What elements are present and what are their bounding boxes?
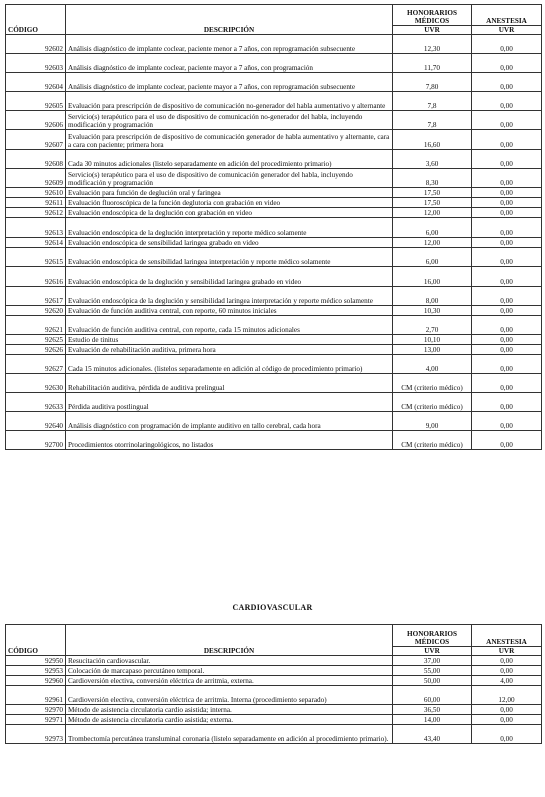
description-cell: Análisis diagnóstico con programación de implante auditivo en tallo cerebral, cada hora <box>66 412 393 431</box>
uvr-cell: 10,10 <box>393 335 472 345</box>
uvr-cell: CM (criterio médico) <box>393 393 472 412</box>
table-row <box>6 686 542 705</box>
table-row <box>6 198 542 208</box>
anesthesia-cell: 0,00 <box>472 345 542 355</box>
anesthesia-cell: 0,00 <box>472 54 542 73</box>
uvr-cell: 9,00 <box>393 412 472 431</box>
anesthesia-cell: 0,00 <box>472 666 542 676</box>
uvr-cell: CM (criterio médico) <box>393 374 472 393</box>
anesthesia-cell: 0,00 <box>472 111 542 130</box>
description-cell: Evaluación para función de deglución oral y faringea <box>66 188 393 198</box>
table-row <box>6 666 542 676</box>
anesthesia-cell: 0,00 <box>472 393 542 412</box>
code-cell: 92615 <box>6 248 66 267</box>
code-cell: 92602 <box>6 35 66 54</box>
code-cell: 92610 <box>6 188 66 198</box>
anesthesia-cell: 0,00 <box>472 188 542 198</box>
code-cell: 92616 <box>6 267 66 287</box>
header-uvr: UVR <box>393 647 472 656</box>
code-cell: 92640 <box>6 412 66 431</box>
description-cell: Procedimientos otorrinolaringológicos, no listados <box>66 431 393 450</box>
uvr-cell: 12,00 <box>393 208 472 218</box>
header-honorarios: HONORARIOS MÉDICOS <box>393 625 472 647</box>
header-honorarios: HONORARIOS MÉDICOS <box>393 5 472 26</box>
code-cell: 92603 <box>6 54 66 73</box>
header-uvr: UVR <box>472 26 542 35</box>
table-row <box>6 130 542 150</box>
table-row <box>6 248 542 267</box>
anesthesia-cell: 0,00 <box>472 248 542 267</box>
uvr-cell: 12,00 <box>393 238 472 248</box>
table-row <box>6 725 542 744</box>
code-cell: 92960 <box>6 676 66 686</box>
uvr-cell: 2,70 <box>393 316 472 335</box>
description-cell: Servicio(s) terapéutico para el uso de dispositivo de comunicación generador del habla, incluyendo modificación y programación <box>66 169 393 188</box>
code-cell: 92621 <box>6 316 66 335</box>
section-title-cardiovascular: CARDIOVASCULAR <box>232 603 313 612</box>
uvr-cell: CM (criterio médico) <box>393 431 472 450</box>
code-cell: 92605 <box>6 92 66 111</box>
table-row <box>6 188 542 198</box>
table-row <box>6 169 542 188</box>
description-cell: Evaluación endoscópica de la deglución y sensibilidad laringea interpretación y reporte médico solamente <box>66 287 393 306</box>
uvr-cell: 36,50 <box>393 705 472 715</box>
uvr-cell: 4,00 <box>393 355 472 374</box>
uvr-cell: 14,00 <box>393 715 472 725</box>
header-descripcion: DESCRIPCIÓN <box>66 625 393 656</box>
uvr-cell: 17,50 <box>393 198 472 208</box>
description-cell: Colocación de marcapaso percutáneo temporal. <box>66 666 393 676</box>
anesthesia-cell: 0,00 <box>472 267 542 287</box>
code-cell: 92613 <box>6 218 66 238</box>
anesthesia-cell: 0,00 <box>472 130 542 150</box>
anesthesia-cell: 4,00 <box>472 676 542 686</box>
anesthesia-cell: 0,00 <box>472 218 542 238</box>
code-cell: 92608 <box>6 150 66 169</box>
table-row <box>6 267 542 287</box>
uvr-cell: 3,60 <box>393 150 472 169</box>
table-row <box>6 92 542 111</box>
anesthesia-cell: 0,00 <box>472 316 542 335</box>
code-cell: 92950 <box>6 656 66 666</box>
header-uvr: UVR <box>393 26 472 35</box>
table-row <box>6 374 542 393</box>
table-row <box>6 54 542 73</box>
header-codigo: CÓDIGO <box>6 5 66 35</box>
description-cell: Evaluación endoscópica de la deglución y sensibilidad laringea grabado en video <box>66 267 393 287</box>
anesthesia-cell: 0,00 <box>472 306 542 316</box>
uvr-cell: 50,00 <box>393 676 472 686</box>
description-cell: Método de asistencia circulatoria cardio asistida; externa. <box>66 715 393 725</box>
fee-table-otorrino <box>5 4 542 450</box>
anesthesia-cell: 0,00 <box>472 35 542 54</box>
table-row <box>6 676 542 686</box>
description-cell: Evaluación de función auditiva central, con reporte, 60 minutos iniciales <box>66 306 393 316</box>
uvr-cell: 16,60 <box>393 130 472 150</box>
code-cell: 92606 <box>6 111 66 130</box>
uvr-cell: 37,00 <box>393 656 472 666</box>
header-uvr: UVR <box>472 647 542 656</box>
uvr-cell: 7,8 <box>393 92 472 111</box>
anesthesia-cell: 0,00 <box>472 715 542 725</box>
uvr-cell: 43,40 <box>393 725 472 744</box>
header-anestesia: ANESTESIA <box>472 625 542 647</box>
table-row <box>6 218 542 238</box>
description-cell: Rehabilitación auditiva, pérdida de auditiva prelingual <box>66 374 393 393</box>
anesthesia-cell: 0,00 <box>472 705 542 715</box>
description-cell: Pérdida auditiva postlingual <box>66 393 393 412</box>
description-cell: Evaluación para prescripción de dispositivo de comunicación generador de habla aumentativo y alternante, cara a cara con paciente; primera hora <box>66 130 393 150</box>
description-cell: Evaluación de rehabilitación auditiva, primera hora <box>66 345 393 355</box>
anesthesia-cell: 0,00 <box>472 208 542 218</box>
table-row <box>6 705 542 715</box>
uvr-cell: 6,00 <box>393 218 472 238</box>
uvr-cell: 10,30 <box>393 306 472 316</box>
anesthesia-cell: 0,00 <box>472 431 542 450</box>
description-cell: Método de asistencia circulatoria cardio asistida; interna. <box>66 705 393 715</box>
table-row <box>6 316 542 335</box>
code-cell: 92617 <box>6 287 66 306</box>
description-cell: Estudio de tinitus <box>66 335 393 345</box>
code-cell: 92971 <box>6 715 66 725</box>
code-cell: 92625 <box>6 335 66 345</box>
code-cell: 92614 <box>6 238 66 248</box>
description-cell: Evaluación endoscópica de sensibilidad laringea grabado en video <box>66 238 393 248</box>
anesthesia-cell: 0,00 <box>472 725 542 744</box>
table-row <box>6 150 542 169</box>
code-cell: 92626 <box>6 345 66 355</box>
header-descripcion: DESCRIPCIÓN <box>66 5 393 35</box>
description-cell: Análisis diagnóstico de implante coclear, paciente menor a 7 años, con reprogramación subsecuente <box>66 35 393 54</box>
anesthesia-cell: 0,00 <box>472 656 542 666</box>
header-codigo: CÓDIGO <box>6 625 66 656</box>
table-row <box>6 345 542 355</box>
description-cell: Evaluación endoscópica de la deglución interpretación y reporte médico solamente <box>66 218 393 238</box>
description-cell: Cada 15 minutos adicionales. (listelos separadamente en adición al código de procedimiento primario) <box>66 355 393 374</box>
uvr-cell: 13,00 <box>393 345 472 355</box>
uvr-cell: 8,00 <box>393 287 472 306</box>
code-cell: 92604 <box>6 73 66 92</box>
description-cell: Cada 30 minutos adicionales (listelo separadamente en adición del procedimiento primario) <box>66 150 393 169</box>
table-row <box>6 111 542 130</box>
code-cell: 92630 <box>6 374 66 393</box>
anesthesia-cell: 0,00 <box>472 73 542 92</box>
anesthesia-cell: 0,00 <box>472 198 542 208</box>
table-row <box>6 73 542 92</box>
code-cell: 92973 <box>6 725 66 744</box>
header-anestesia: ANESTESIA <box>472 5 542 26</box>
table-row <box>6 715 542 725</box>
header-row <box>6 625 542 647</box>
table-row <box>6 238 542 248</box>
table-row <box>6 412 542 431</box>
fee-table-cardiovascular <box>5 624 542 744</box>
anesthesia-cell: 0,00 <box>472 374 542 393</box>
anesthesia-cell: 0,00 <box>472 150 542 169</box>
table-row <box>6 431 542 450</box>
header-row <box>6 5 542 26</box>
anesthesia-cell: 0,00 <box>472 287 542 306</box>
code-cell: 92611 <box>6 198 66 208</box>
description-cell: Análisis diagnóstico de implante coclear, paciente mayor a 7 años, con programación <box>66 54 393 73</box>
uvr-cell: 12,30 <box>393 35 472 54</box>
description-cell: Servicio(s) terapéutico para el uso de dispositivo de comunicación no-generador del habla, incluyendo modificación y programación <box>66 111 393 130</box>
table-row <box>6 393 542 412</box>
uvr-cell: 8,30 <box>393 169 472 188</box>
anesthesia-cell: 0,00 <box>472 92 542 111</box>
code-cell: 92961 <box>6 686 66 705</box>
uvr-cell: 11,70 <box>393 54 472 73</box>
description-cell: Evaluación fluoroscópica de la función deglutoria con grabación en video <box>66 198 393 208</box>
anesthesia-cell: 12,00 <box>472 686 542 705</box>
code-cell: 92612 <box>6 208 66 218</box>
anesthesia-cell: 0,00 <box>472 355 542 374</box>
table-row <box>6 208 542 218</box>
description-cell: Evaluación de función auditiva central, con reporte, cada 15 minutos adicionales <box>66 316 393 335</box>
description-cell: Evaluación para prescripción de dispositivo de comunicación no-generador del habla aumentativo y alternante <box>66 92 393 111</box>
description-cell: Evaluación endoscópica de sensibilidad laringea interpretación y reporte médico solamente <box>66 248 393 267</box>
code-cell: 92620 <box>6 306 66 316</box>
uvr-cell: 7,8 <box>393 111 472 130</box>
uvr-cell: 17,50 <box>393 188 472 198</box>
code-cell: 92627 <box>6 355 66 374</box>
anesthesia-cell: 0,00 <box>472 412 542 431</box>
code-cell: 92700 <box>6 431 66 450</box>
uvr-cell: 55,00 <box>393 666 472 676</box>
description-cell: Evaluación endoscópica de la deglución con grabación en video <box>66 208 393 218</box>
description-cell: Trombectomía percutánea transluminal coronaria (listelo separadamente en adición al procedimiento primario). <box>66 725 393 744</box>
code-cell: 92609 <box>6 169 66 188</box>
code-cell: 92607 <box>6 130 66 150</box>
uvr-cell: 7,80 <box>393 73 472 92</box>
description-cell: Cardioversión electiva, conversión eléctrica de arritmia. Interna (procedimiento separado) <box>66 686 393 705</box>
description-cell: Análisis diagnóstico de implante coclear, paciente mayor a 7 años, con reprogramación subsecuente <box>66 73 393 92</box>
code-cell: 92970 <box>6 705 66 715</box>
code-cell: 92953 <box>6 666 66 676</box>
anesthesia-cell: 0,00 <box>472 335 542 345</box>
code-cell: 92633 <box>6 393 66 412</box>
uvr-cell: 6,00 <box>393 248 472 267</box>
description-cell: Resucitación cardiovascular. <box>66 656 393 666</box>
uvr-cell: 60,00 <box>393 686 472 705</box>
uvr-cell: 16,00 <box>393 267 472 287</box>
table-row <box>6 335 542 345</box>
anesthesia-cell: 0,00 <box>472 238 542 248</box>
anesthesia-cell: 0,00 <box>472 169 542 188</box>
table-row <box>6 355 542 374</box>
table-row <box>6 287 542 306</box>
table-row <box>6 656 542 666</box>
table-row <box>6 306 542 316</box>
table-row <box>6 35 542 54</box>
description-cell: Cardioversión electiva, conversión eléctrica de arritmia, externa. <box>66 676 393 686</box>
